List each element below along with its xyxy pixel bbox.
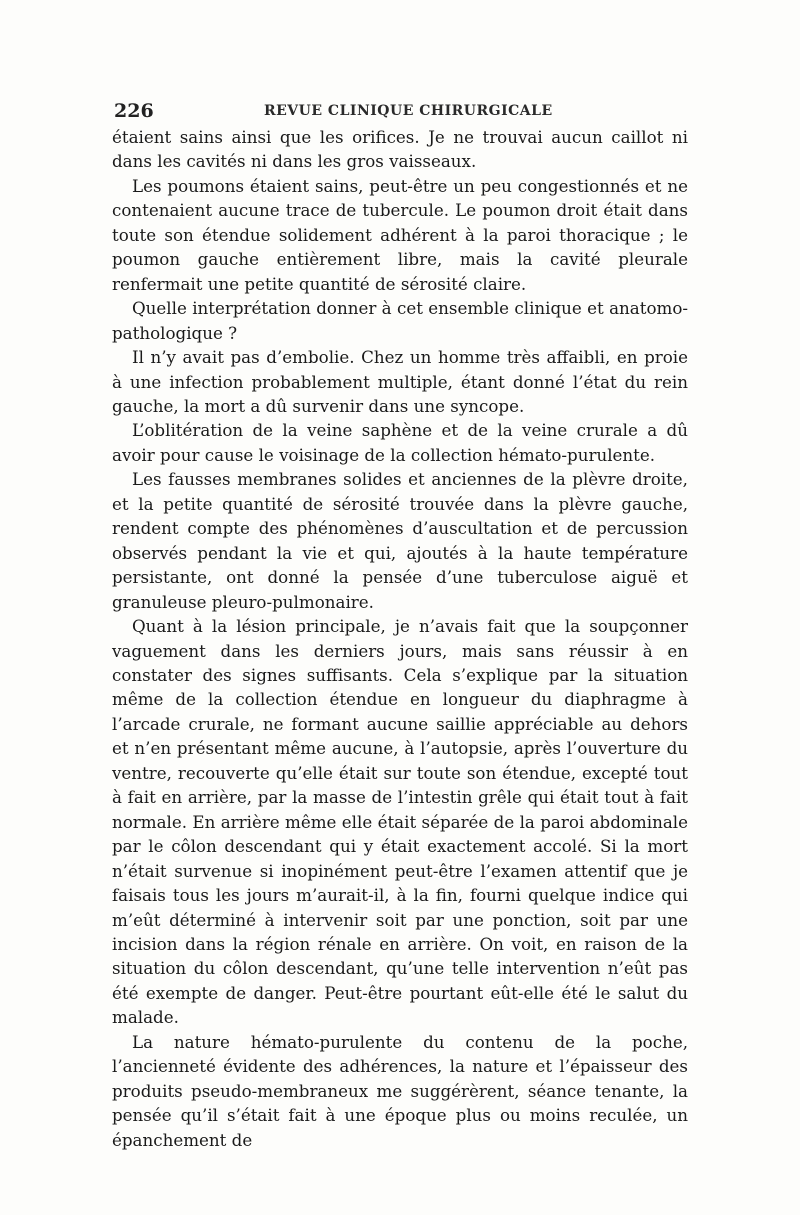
paragraph: L’oblitération de la veine saphène et de la veine crurale a dû avoir pour cause le voisinage de la collection hémato-purulente. bbox=[112, 420, 688, 465]
paragraph-continued: étaient sains ainsi que les orifices. Je ne trouvai aucun caillot ni dans les cavités ni dans les gros vaisseaux. bbox=[112, 127, 688, 172]
paragraph: Quant à la lésion principale, je n’avais fait que la soupçonner vaguement dans les derniers jours, mais sans réussir à en constater des signes suffisants. Cela s’explique par la situation même de la collection étendue en longueur du diaphragme à l’arcade crurale, ne formant aucune saillie appréciable au dehors et n’en présentant même aucune, à l’autopsie, après l’ouverture du ventre, recouverte qu’elle était sur toute son étendue, excepté tout à fait en arrière, par la masse de l’intestin grêle qui était tout à fait normale. En arrière même elle était séparée de la paroi abdominale par le côlon descendant qui y était exactement accolé. Si la mort n’était survenue si inopinément peut-être l’examen attentif que je faisais tous les jours m’aurait-il, à la fin, fourni quelque indice qui m’eût déterminé à intervenir soit par une ponction, soit par une incision dans la région rénale en arrière. On voit, en raison de la situation du côlon descendant, qu’une telle intervention n’eût pas été exempte de danger. Peut-être pourtant eût-elle été le salut du malade. bbox=[112, 616, 688, 1028]
page-header bbox=[114, 100, 684, 124]
body-text bbox=[112, 125, 688, 1152]
paragraph: La nature hémato-purulente du contenu de la poche, l’ancienneté évidente des adhérences, la nature et l’épaisseur des produits pseudo-membraneux me suggérèrent, séance tenante, la pensée qu’il s’était fait à une époque plus ou moins reculée, un épanchement de bbox=[112, 1031, 688, 1150]
paragraph: Les poumons étaient sains, peut-être un peu congestionnés et ne contenaient aucune trace de tubercule. Le poumon droit était dans toute son étendue solidement adhérent à la paroi thoracique ; le poumon gauche entièrement libre, mais la cavité pleurale renfermait une petite quantité de sérosité claire. bbox=[112, 175, 688, 294]
paragraph: Quelle interprétation donner à cet ensemble clinique et anatomo-pathologique ? bbox=[112, 298, 688, 343]
paragraph: Il n’y avait pas d’embolie. Chez un homme très affaibli, en proie à une infection probablement multiple, étant donné l’état du rein gauche, la mort a dû survenir dans une syncope. bbox=[112, 347, 688, 416]
page-number: 226 bbox=[114, 100, 154, 122]
paragraph: Les fausses membranes solides et anciennes de la plèvre droite, et la petite quantité de sérosité trouvée dans la plèvre gauche, rendent compte des phénomènes d’auscultation et de percussion observés pendant la vie et qui, ajoutés à la haute température persistante, ont donné la pensée d’une tuberculose aiguë et granuleuse pleuro-pulmonaire. bbox=[112, 469, 688, 612]
running-title: REVUE CLINIQUE CHIRURGICALE bbox=[264, 103, 553, 119]
